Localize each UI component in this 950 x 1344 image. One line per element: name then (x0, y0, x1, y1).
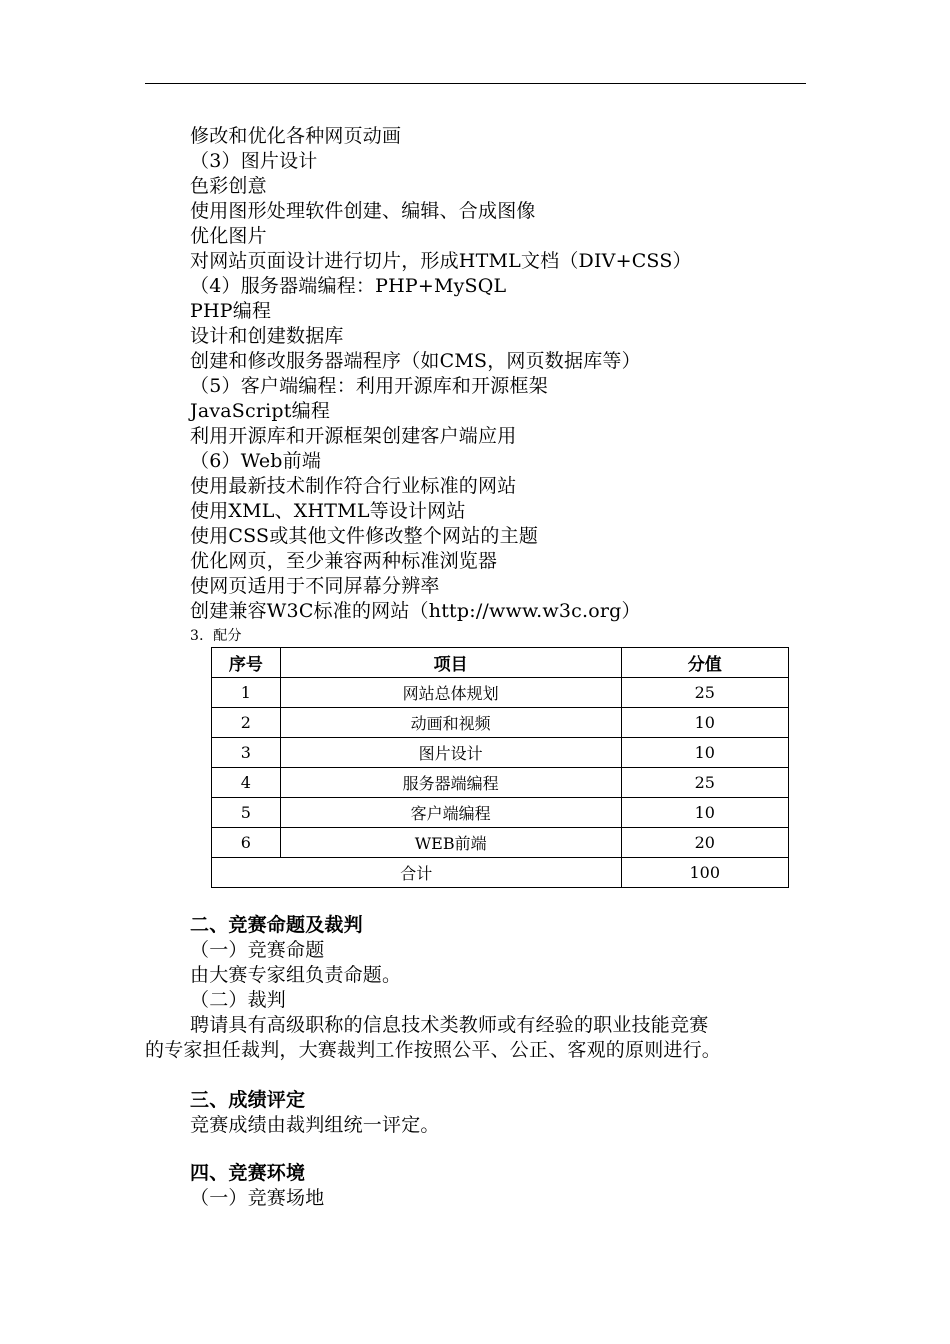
table-cell: 2 (212, 708, 281, 738)
score-label: 3．配分 (190, 628, 242, 644)
table-cell: 6 (212, 828, 281, 858)
table-cell: 1 (212, 678, 281, 708)
text-line: 创建和修改服务器端程序（如CMS，网页数据库等） (190, 350, 641, 372)
text-line: （6）Web前端 (190, 450, 322, 472)
table-row (212, 768, 789, 798)
text-line: 色彩创意 (190, 175, 267, 197)
subsection-heading: （二）裁判 (190, 989, 287, 1011)
text-line: 优化网页，至少兼容两种标准浏览器 (190, 550, 498, 572)
paragraph: 聘请具有高级职称的信息技术类教师或有经验的职业技能竞赛 (190, 1014, 709, 1036)
text-line: 对网站页面设计进行切片，形成HTML文档（DIV+CSS） (190, 250, 692, 272)
table-cell: 服务器端编程 (280, 768, 621, 798)
text-line: 优化图片 (190, 225, 267, 247)
table-cell: 10 (621, 708, 788, 738)
text-line: PHP编程 (190, 300, 272, 322)
section-heading: 二、竞赛命题及裁判 (190, 914, 363, 936)
table-cell: 20 (621, 828, 788, 858)
table-cell: 25 (621, 678, 788, 708)
subsection-heading: （一）竞赛命题 (190, 939, 325, 961)
text-line: （3）图片设计 (190, 150, 318, 172)
table-row (212, 738, 789, 768)
table-cell: 动画和视频 (280, 708, 621, 738)
table-cell: 4 (212, 768, 281, 798)
header-rule (145, 83, 806, 84)
column-header: 项目 (280, 648, 621, 678)
table-cell: 客户端编程 (280, 798, 621, 828)
section-heading: 四、竞赛环境 (190, 1162, 306, 1184)
table-cell: 3 (212, 738, 281, 768)
column-header: 序号 (212, 648, 281, 678)
section-heading: 三、成绩评定 (190, 1089, 306, 1111)
paragraph: 的专家担任裁判，大赛裁判工作按照公平、公正、客观的原则进行。 (145, 1039, 722, 1061)
text-line: 使用最新技术制作符合行业标准的网站 (190, 475, 517, 497)
table-cell: WEB前端 (280, 828, 621, 858)
text-line: 利用开源库和开源框架创建客户端应用 (190, 425, 517, 447)
text-line: （5）客户端编程：利用开源库和开源框架 (190, 375, 548, 397)
table-cell: 25 (621, 768, 788, 798)
table-cell: 10 (621, 798, 788, 828)
text-line: 修改和优化各种网页动画 (190, 125, 402, 147)
table-cell: 10 (621, 738, 788, 768)
table-cell: 网站总体规划 (280, 678, 621, 708)
table-row (212, 828, 789, 858)
subsection-heading: （一）竞赛场地 (190, 1187, 325, 1209)
table-row (212, 678, 789, 708)
text-line: 使用CSS或其他文件修改整个网站的主题 (190, 525, 539, 547)
table-cell: 5 (212, 798, 281, 828)
total-value: 100 (621, 858, 788, 888)
column-header: 分值 (621, 648, 788, 678)
text-line: 使用XML、XHTML等设计网站 (190, 500, 466, 522)
table-row (212, 798, 789, 828)
text-line: 使网页适用于不同屏幕分辨率 (190, 575, 440, 597)
text-line: JavaScript编程 (190, 400, 331, 422)
table-row (212, 708, 789, 738)
table-header-row (212, 648, 789, 678)
table-total-row (212, 858, 789, 888)
text-line: 使用图形处理软件创建、编辑、合成图像 (190, 200, 536, 222)
table-cell: 图片设计 (280, 738, 621, 768)
total-label: 合计 (212, 858, 622, 888)
paragraph: 竞赛成绩由裁判组统一评定。 (190, 1114, 440, 1136)
text-line: （4）服务器端编程：PHP+MySQL (190, 275, 507, 297)
paragraph: 由大赛专家组负责命题。 (190, 964, 402, 986)
text-line: 设计和创建数据库 (190, 325, 344, 347)
text-line: 创建兼容W3C标准的网站（http://www.w3c.org） (190, 600, 641, 622)
score-table (211, 647, 789, 888)
